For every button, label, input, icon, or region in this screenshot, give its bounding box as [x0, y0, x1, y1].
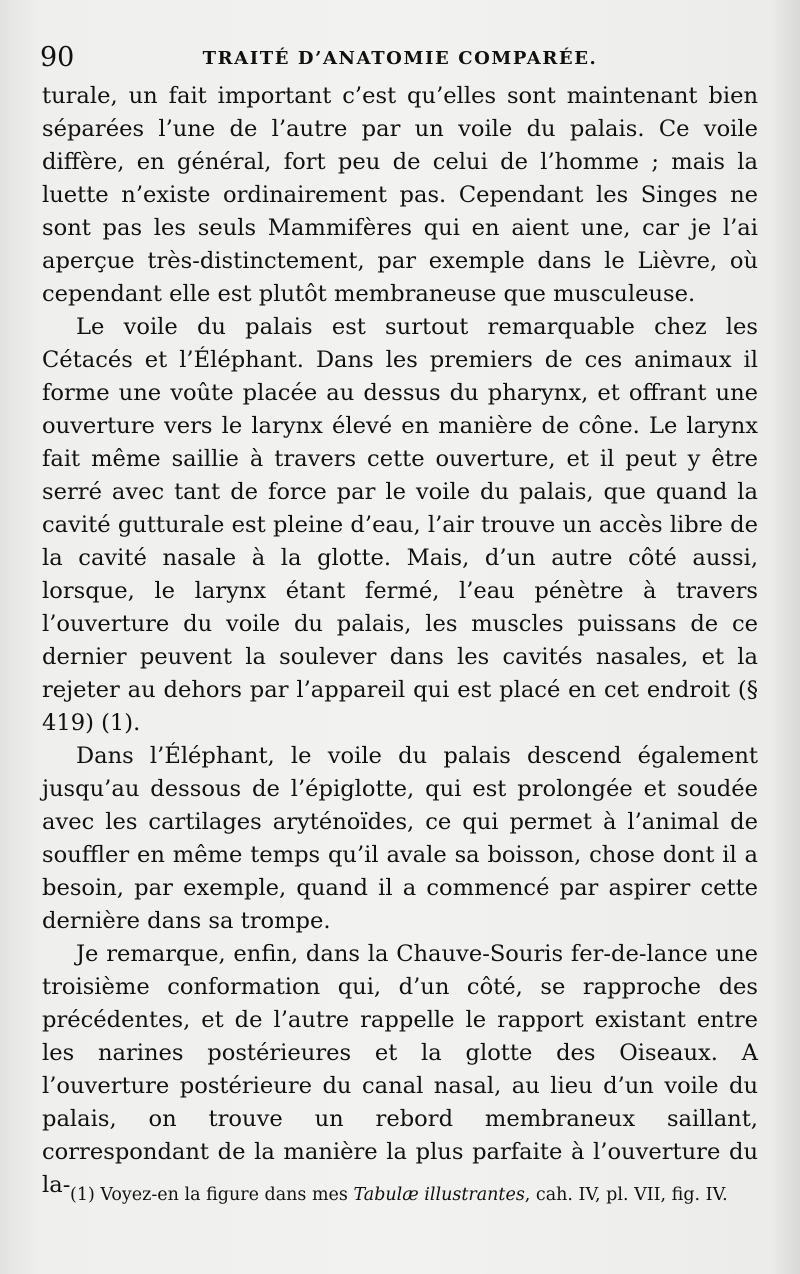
footnote-text-after: , cah. IV, pl. VII, fig. IV. [524, 1185, 728, 1205]
paragraph-3: Dans l’Éléphant, le voile du palais descend également jusqu’au dessous de l’épiglotte, qui est prolongée et soudée avec les cartilages aryténoïdes, ce qui permet à l’animal de souffler en même temps qu’il avale sa boisson, chose dont il a besoin, par exemple, quand il a commencé par aspirer cette dernière dans sa trompe. [42, 743, 758, 934]
running-title: TRAITÉ D’ANATOMIE COMPARÉE. [202, 48, 598, 69]
footnote [70, 1180, 760, 1210]
page-header [40, 40, 760, 76]
paragraph-4: Je remarque, enfin, dans la Chauve-Souris fer-de-lance une troisième conformation qui, d’un côté, se rapproche des précédentes, et de l’autre rappelle le rapport existant entre les narines postérieures et la glotte des Oiseaux. A l’ouverture postérieure du canal nasal, au lieu d’un voile du palais, on trouve un rebord membraneux saillant, correspondant de la manière la plus parfaite à l’ouverture du la- [42, 941, 758, 1198]
paragraph-1: turale, un fait important c’est qu’elles sont maintenant bien séparées l’une de l’autre par un voile du palais. Ce voile diffère, en général, fort peu de celui de l’homme ; mais la luette n’existe ordinairement pas. Cependant les Singes ne sont pas les seuls Mammifères qui en aient une, car je l’ai aperçue très-distinctement, par exemple dans le Lièvre, où cependant elle est plutôt membraneuse que musculeuse. [42, 83, 758, 307]
body-text [42, 80, 758, 1202]
page-number: 90 [40, 42, 75, 73]
paragraph-2: Le voile du palais est surtout remarquable chez les Cétacés et l’Éléphant. Dans les premiers de ces animaux il forme une voûte placée au dessus du pharynx, et offrant une ouverture vers le larynx élevé en manière de cône. Le larynx fait même saillie à travers cette ouverture, et il peut y être serré avec tant de force par le voile du palais, que quand la cavité gutturale est pleine d’eau, l’air trouve un accès libre de la cavité nasale à la glotte. Mais, d’un autre côté aussi, lorsque, le larynx étant fermé, l’eau pénètre à travers l’ouverture du voile du palais, les muscles puissans de ce dernier peuvent la soulever dans les cavités nasales, et la rejeter au dehors par l’appareil qui est placé en cet endroit (§ 419) (1). [42, 314, 758, 736]
footnote-book-title: Tabulæ illustrantes [353, 1185, 525, 1205]
footnote-text-before: (1) Voyez-en la figure dans mes [70, 1185, 354, 1205]
